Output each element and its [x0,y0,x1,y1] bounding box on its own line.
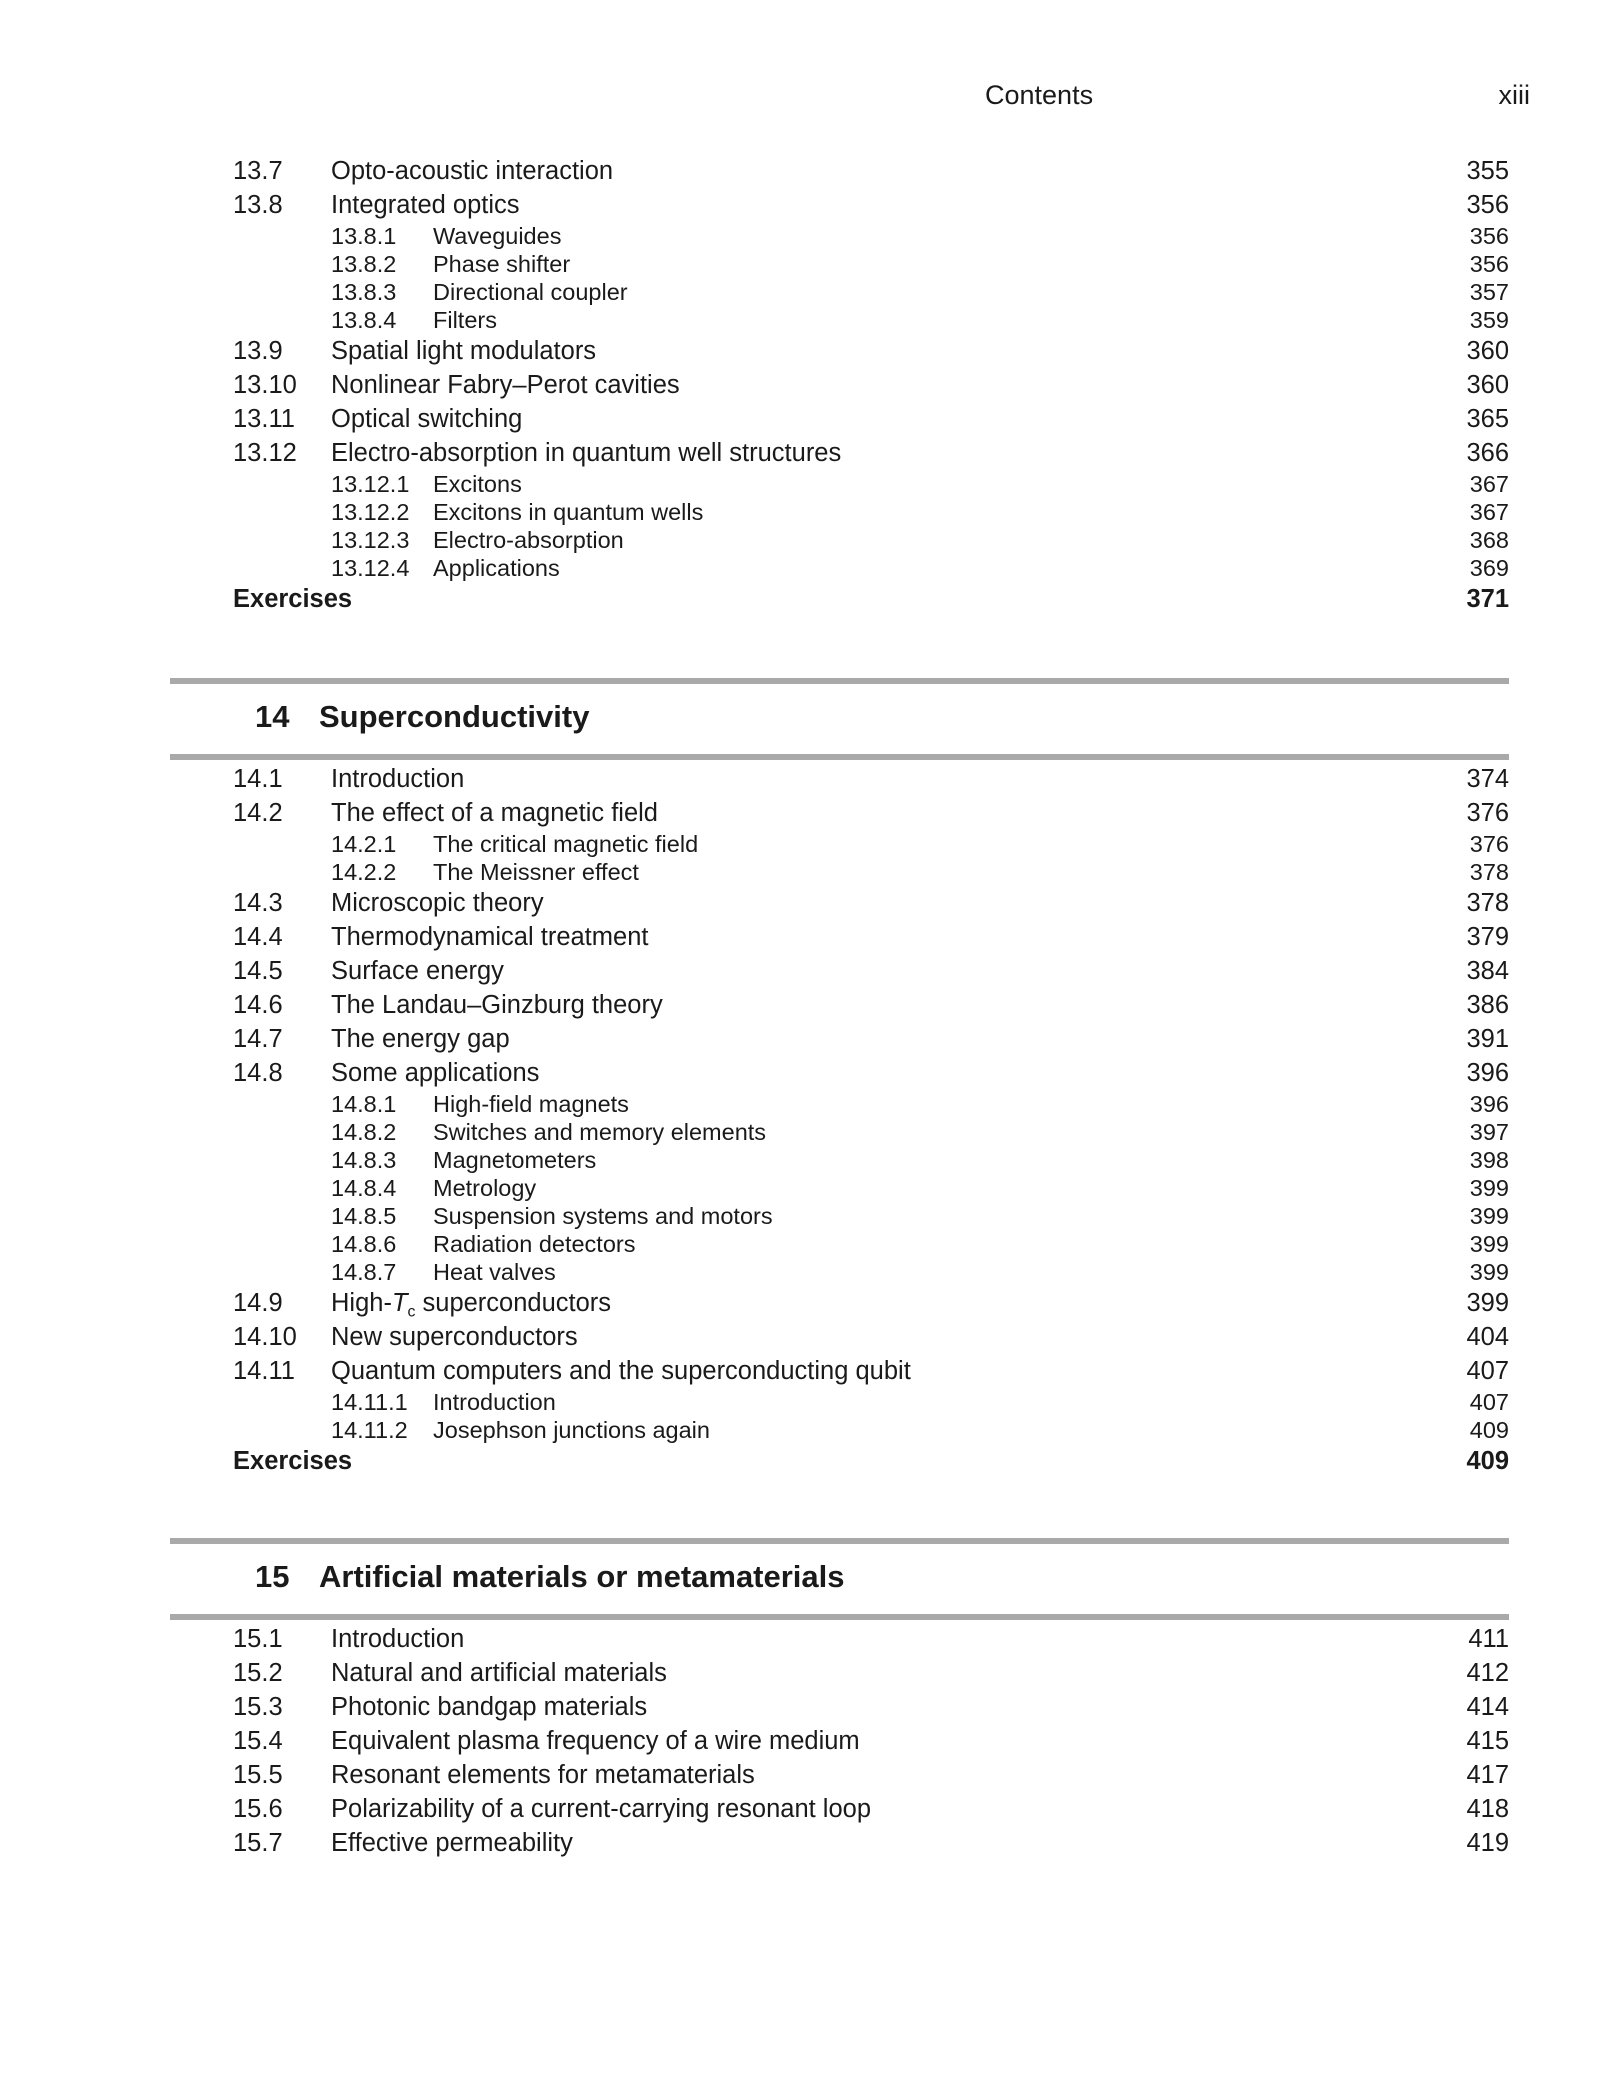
entry-page-number: 399 [1469,1203,1509,1229]
entry-page-number: 391 [1466,1025,1509,1053]
entry-number: 15.6 [233,1795,283,1823]
entry-number: 13.12.2 [331,499,410,525]
entry-number: 15.2 [233,1659,283,1687]
entry-page-number: 374 [1466,765,1509,793]
exercises-page-number: 371 [1466,585,1509,613]
toc-subentry[interactable] [233,1118,1509,1146]
entry-number: 15.5 [233,1761,283,1789]
entry-title: Surface energy [331,957,504,985]
entry-page-number: 404 [1466,1323,1509,1351]
entry-number: 13.8.3 [331,279,397,305]
entry-page-number: 360 [1466,371,1509,399]
entry-title: Waveguides [433,223,562,249]
toc-entry[interactable] [233,1320,1509,1354]
entry-number: 13.8.2 [331,251,397,277]
entry-page-number: 378 [1466,889,1509,917]
chapter-14-header [170,678,1509,760]
toc-entry[interactable] [233,988,1509,1022]
entry-title: The critical magnetic field [433,831,699,857]
entry-page-number: 356 [1466,191,1509,219]
entry-number: 14.8.1 [331,1091,397,1117]
entry-title: Microscopic theory [331,889,544,917]
toc-entry[interactable] [233,334,1509,368]
entry-title: Polarizability of a current-carrying resonant loop [331,1795,872,1823]
entry-number: 15.4 [233,1727,283,1755]
entry-number: 15.3 [233,1693,283,1721]
entry-page-number: 415 [1466,1727,1509,1755]
chapter-number[interactable]: 14 [255,699,290,734]
entry-number: 14.8.4 [331,1175,397,1201]
entry-page-number: 365 [1466,405,1509,433]
entry-page-number: 386 [1466,991,1509,1019]
entry-number: 14.1 [233,765,283,793]
toc-subentry[interactable] [233,498,1509,526]
toc-subentry[interactable] [233,1090,1509,1118]
entry-title: Directional coupler [433,279,628,305]
exercises-entry[interactable] [233,1444,1509,1478]
toc-entry[interactable] [233,1656,1509,1690]
entry-title: The effect of a magnetic field [331,799,658,827]
toc-subentry[interactable] [233,1230,1509,1258]
entry-title: Introduction [433,1389,556,1415]
entry-number: 14.11 [233,1357,295,1385]
exercises-label: Exercises [233,585,353,613]
entry-title: High-field magnets [433,1091,629,1117]
toc-entry[interactable] [233,762,1509,796]
entry-page-number: 397 [1469,1119,1509,1145]
entry-number: 13.12.1 [331,471,410,497]
toc-entry[interactable] [233,1724,1509,1758]
entry-page-number: 359 [1469,307,1509,333]
toc-subentry[interactable] [233,830,1509,858]
toc-subentry[interactable] [233,554,1509,582]
toc-entry[interactable] [233,154,1509,188]
toc-entry[interactable] [233,402,1509,436]
entry-title-prefix: High- [331,1289,392,1317]
entry-page-number: 368 [1469,527,1509,553]
toc-entry[interactable] [233,368,1509,402]
entry-title: Optical switching [331,405,523,433]
entry-number: 14.8.3 [331,1147,397,1173]
entry-title: Heat valves [433,1259,556,1285]
toc-entry[interactable] [233,1690,1509,1724]
entry-number: 14.2 [233,799,283,827]
entry-page-number: 399 [1469,1175,1509,1201]
entry-page-number: 379 [1466,923,1509,951]
entry-title: Electro-absorption in quantum well structures [331,439,842,467]
toc-subentry[interactable] [233,1146,1509,1174]
entry-page-number: 409 [1469,1417,1509,1443]
entry-title: Spatial light modulators [331,337,597,365]
entry-page-number: 412 [1466,1659,1509,1687]
entry-page-number: 396 [1466,1059,1509,1087]
exercises-entry[interactable] [233,582,1509,616]
chapter-14-entries [233,762,1509,1478]
entry-title: Nonlinear Fabry–Perot cavities [331,371,680,399]
toc-entry[interactable] [233,188,1509,222]
chapter-13-continued-entries [233,154,1509,616]
entry-number: 14.2.2 [331,859,397,885]
entry-page-number: 378 [1469,859,1509,885]
toc-entry[interactable] [233,1354,1509,1388]
entry-page-number: 367 [1469,471,1509,497]
entry-number: 14.8.5 [331,1203,397,1229]
toc-subentry[interactable] [233,1258,1509,1286]
toc-entry[interactable] [233,1022,1509,1056]
entry-title: Effective permeability [331,1829,573,1857]
entry-title: Equivalent plasma frequency of a wire medium [331,1727,860,1755]
entry-number: 13.9 [233,337,283,365]
entry-page-number: 418 [1466,1795,1509,1823]
entry-page-number: 414 [1466,1693,1509,1721]
toc-subentry[interactable] [233,526,1509,554]
entry-page-number: 369 [1469,555,1509,581]
entry-title: The Landau–Ginzburg theory [331,991,663,1019]
entry-number: 14.11.1 [331,1389,408,1415]
entry-number: 13.12.4 [331,555,410,581]
entry-title: Excitons [433,471,522,497]
entry-number: 14.2.1 [331,831,397,857]
chapter-title[interactable]: Artificial materials or metamaterials [319,1559,845,1594]
toc-subentry[interactable] [233,250,1509,278]
entry-title: Filters [433,307,497,333]
entry-number: 14.11.2 [331,1417,408,1443]
entry-page-number: 407 [1469,1389,1509,1415]
entry-page-number: 399 [1469,1259,1509,1285]
entry-title: Natural and artificial materials [331,1659,667,1687]
entry-title [331,1286,1509,1320]
entry-number: 14.4 [233,923,283,951]
toc-entry[interactable] [233,1286,1509,1320]
entry-page-number: 360 [1466,337,1509,365]
entry-number: 15.7 [233,1829,283,1857]
toc-subentry[interactable] [233,1388,1509,1416]
entry-page-number: 407 [1466,1357,1509,1385]
entry-page-number: 376 [1469,831,1509,857]
entry-number: 14.8.2 [331,1119,397,1145]
running-head-page-number: xiii [1498,80,1530,110]
entry-title: Integrated optics [331,191,520,219]
toc-subentry[interactable] [233,278,1509,306]
entry-page-number: 355 [1466,157,1509,185]
entry-number: 13.8.4 [331,307,397,333]
chapter-title[interactable]: Superconductivity [319,699,590,734]
entry-title: Resonant elements for metamaterials [331,1761,755,1789]
entry-title: Introduction [331,1625,465,1653]
chapter-number[interactable]: 15 [255,1559,290,1594]
entry-page-number: 356 [1469,251,1509,277]
entry-title-suffix: superconductors [415,1289,612,1317]
toc-entry[interactable] [233,1758,1509,1792]
entry-number: 14.7 [233,1025,283,1053]
toc-entry[interactable] [233,436,1509,470]
entry-number: 14.3 [233,889,283,917]
entry-number: 15.1 [233,1625,283,1653]
running-head-title: Contents [985,80,1094,110]
entry-number: 13.8 [233,191,283,219]
chapter-15-header [170,1538,1509,1620]
entry-number: 14.6 [233,991,283,1019]
toc-entry[interactable] [233,1056,1509,1090]
toc-subentry[interactable] [233,858,1509,886]
toc-entry[interactable] [233,920,1509,954]
exercises-page-number: 409 [1466,1447,1509,1475]
entry-title: Thermodynamical treatment [331,923,649,951]
entry-number: 13.12.3 [331,527,410,553]
exercises-label: Exercises [233,1447,353,1475]
entry-page-number: 399 [1466,1289,1509,1317]
toc-subentry[interactable] [233,1416,1509,1444]
toc-subentry[interactable] [233,470,1509,498]
entry-title: Radiation detectors [433,1231,636,1257]
entry-number: 14.8 [233,1059,283,1087]
chapter-15-entries [233,1622,1509,1860]
toc-subentry[interactable] [233,1202,1509,1230]
toc-subentry[interactable] [233,222,1509,250]
entry-title: Switches and memory elements [433,1119,767,1145]
entry-title: Josephson junctions again [433,1417,710,1443]
entry-number: 14.9 [233,1289,283,1317]
entry-title: Phase shifter [433,251,571,277]
entry-title: New superconductors [331,1323,578,1351]
entry-number: 14.8.6 [331,1231,397,1257]
entry-page-number: 384 [1466,957,1509,985]
toc-entry[interactable] [233,1792,1509,1826]
entry-title-variable: T [391,1289,408,1317]
entry-title: Excitons in quantum wells [433,499,704,525]
entry-title-subscript: c [407,1303,416,1321]
entry-page-number: 357 [1469,279,1509,305]
entry-page-number: 398 [1469,1147,1509,1173]
entry-title: The energy gap [331,1025,510,1053]
entry-title: Quantum computers and the superconducting qubit [331,1357,911,1385]
entry-title: Metrology [433,1175,537,1201]
entry-number: 14.5 [233,957,283,985]
entry-title: Photonic bandgap materials [331,1693,648,1721]
entry-number: 13.7 [233,157,283,185]
entry-page-number: 417 [1466,1761,1509,1789]
entry-number: 14.10 [233,1323,297,1351]
entry-number: 13.11 [233,405,295,433]
entry-page-number: 367 [1469,499,1509,525]
toc-entry[interactable] [233,886,1509,920]
entry-title: Introduction [331,765,465,793]
entry-title: Some applications [331,1059,540,1087]
entry-number: 13.10 [233,371,297,399]
toc-entry[interactable] [233,1622,1509,1656]
entry-page-number: 376 [1466,799,1509,827]
entry-page-number: 396 [1469,1091,1509,1117]
entry-page-number: 356 [1469,223,1509,249]
entry-title: Electro-absorption [433,527,624,553]
entry-title: The Meissner effect [433,859,639,885]
entry-number: 13.8.1 [331,223,397,249]
entry-page-number: 411 [1468,1625,1509,1653]
entry-title: Applications [433,555,560,581]
entry-number: 14.8.7 [331,1259,397,1285]
entry-title: Magnetometers [433,1147,597,1173]
toc-subentry[interactable] [233,1174,1509,1202]
toc-subentry[interactable] [233,306,1509,334]
entry-page-number: 419 [1466,1829,1509,1857]
entry-title: Suspension systems and motors [433,1203,773,1229]
toc-entry[interactable] [233,796,1509,830]
entry-title: Opto-acoustic interaction [331,157,614,185]
entry-page-number: 399 [1469,1231,1509,1257]
toc-entry[interactable] [233,1826,1509,1860]
entry-page-number: 366 [1466,439,1509,467]
toc-entry[interactable] [233,954,1509,988]
entry-number: 13.12 [233,439,297,467]
